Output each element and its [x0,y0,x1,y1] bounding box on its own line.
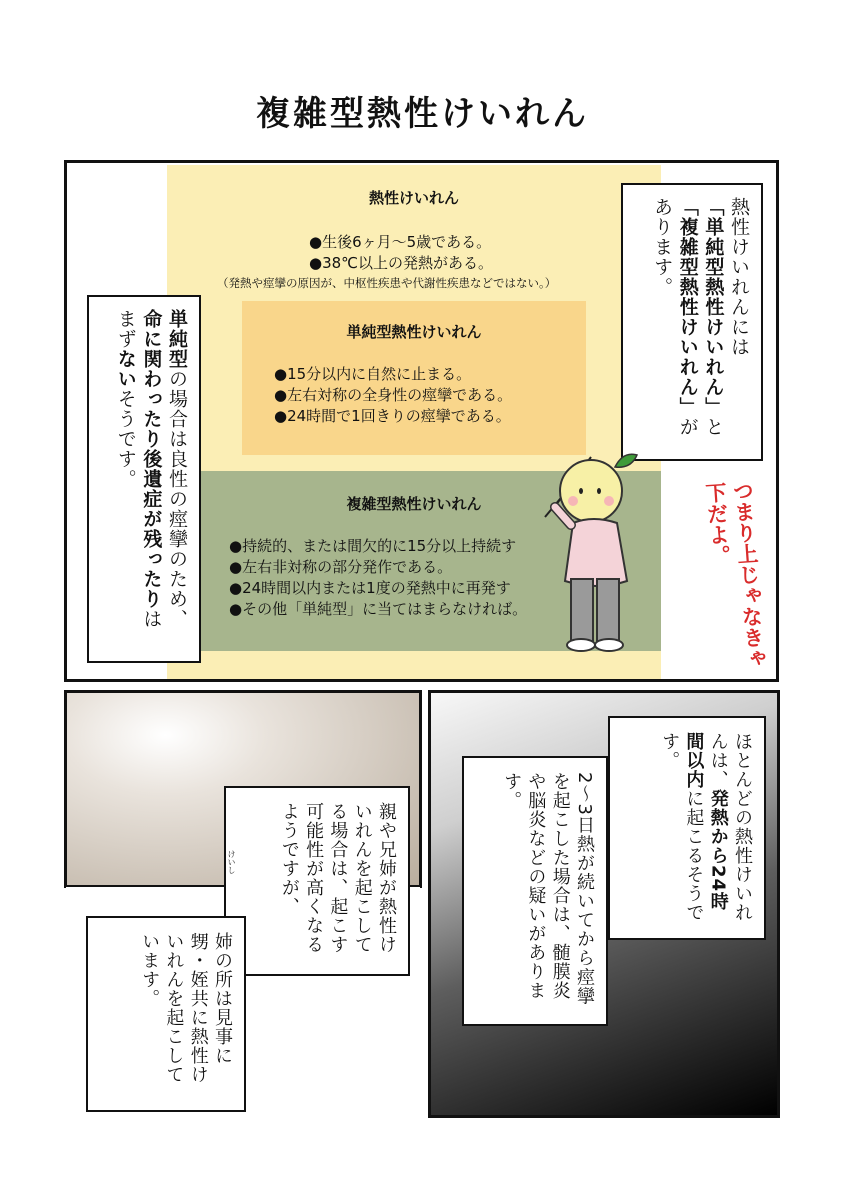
ruby-annotation: けいし [227,850,236,874]
family-speech-box [224,786,410,976]
complex-item: ●持続的、または間欠的に15分以上持続す [229,537,517,555]
benign-bold: 命に関わったり後遺症が残ったり [140,309,163,609]
benign-bold: ない [114,349,137,389]
complex-item: ●その他「単純型」に当てはまらなければ。 [229,600,528,618]
febrile-item: ●38℃以上の発熱がある。 [309,254,494,272]
sprout-character-illustration [533,419,653,655]
febrile-heading: 熱性けいれん [368,189,459,207]
timing-text: に起こるそうです。 [659,732,705,922]
intro-text: と [702,417,725,437]
page-title: 複雑型熱性けいれん [256,94,589,134]
benign-speech-box [87,295,201,663]
complex-heading: 複雑型熱性けいれん [346,495,482,513]
intro-text: が [676,417,699,437]
benign-text: は [140,609,163,629]
intro-text: 熱性けいれんには [728,197,750,357]
benign-text: の場合は良性の痙攣のため、 [166,369,188,629]
timing-text: ほとんどの熱性けいれんは、 [707,732,753,922]
simple-heading: 単純型熱性けいれん [346,323,482,341]
febrile-item: ●生後6ヶ月～5歳である。 [309,233,492,251]
simple-item: ●24時間で1回きりの痙攣である。 [274,407,511,425]
meningitis-text: 2～3日熱が続いてから痙攣を起こした場合は、髄膜炎や脳炎などの疑いがあります。 [501,772,595,1006]
handwritten-note: つまり上じゃなきゃ下だよ。 [702,479,767,670]
meningitis-speech-box [462,756,608,1026]
timing-speech-box [608,716,766,940]
complex-item: ●24時間以内または1度の発熱中に再発す [229,579,511,597]
febrile-note: （発熱や痙攣の原因が、中枢性疾患や代謝性疾患などではない。） [217,276,557,290]
simple-item: ●左右対称の全身性の痙攣である。 [274,386,513,404]
benign-bold: 単純型 [166,309,188,369]
timing-bold: 発熱から24時間以内 [683,732,729,912]
benign-text: そうです。 [114,389,137,489]
benign-text: まず [114,309,137,349]
simple-item: ●15分以内に自然に止まる。 [274,365,472,383]
complex-item: ●左右非対称の部分発作である。 [229,558,453,576]
sister-speech-box [86,916,246,1112]
info-panel [64,160,779,682]
complex-type-term: 「複雑型熱性けいれん」 [676,197,699,417]
intro-text: あります。 [651,197,674,297]
sister-text: 姉の所は見事に甥・姪共に熱性けいれんを起こしています。 [139,932,233,1084]
simple-type-term: 「単純型熱性けいれん」 [702,197,725,417]
family-text: 親や兄姉が熱性けいれんを起こしてる場合は、起こす可能性が高くなるようですが、 [278,802,397,954]
